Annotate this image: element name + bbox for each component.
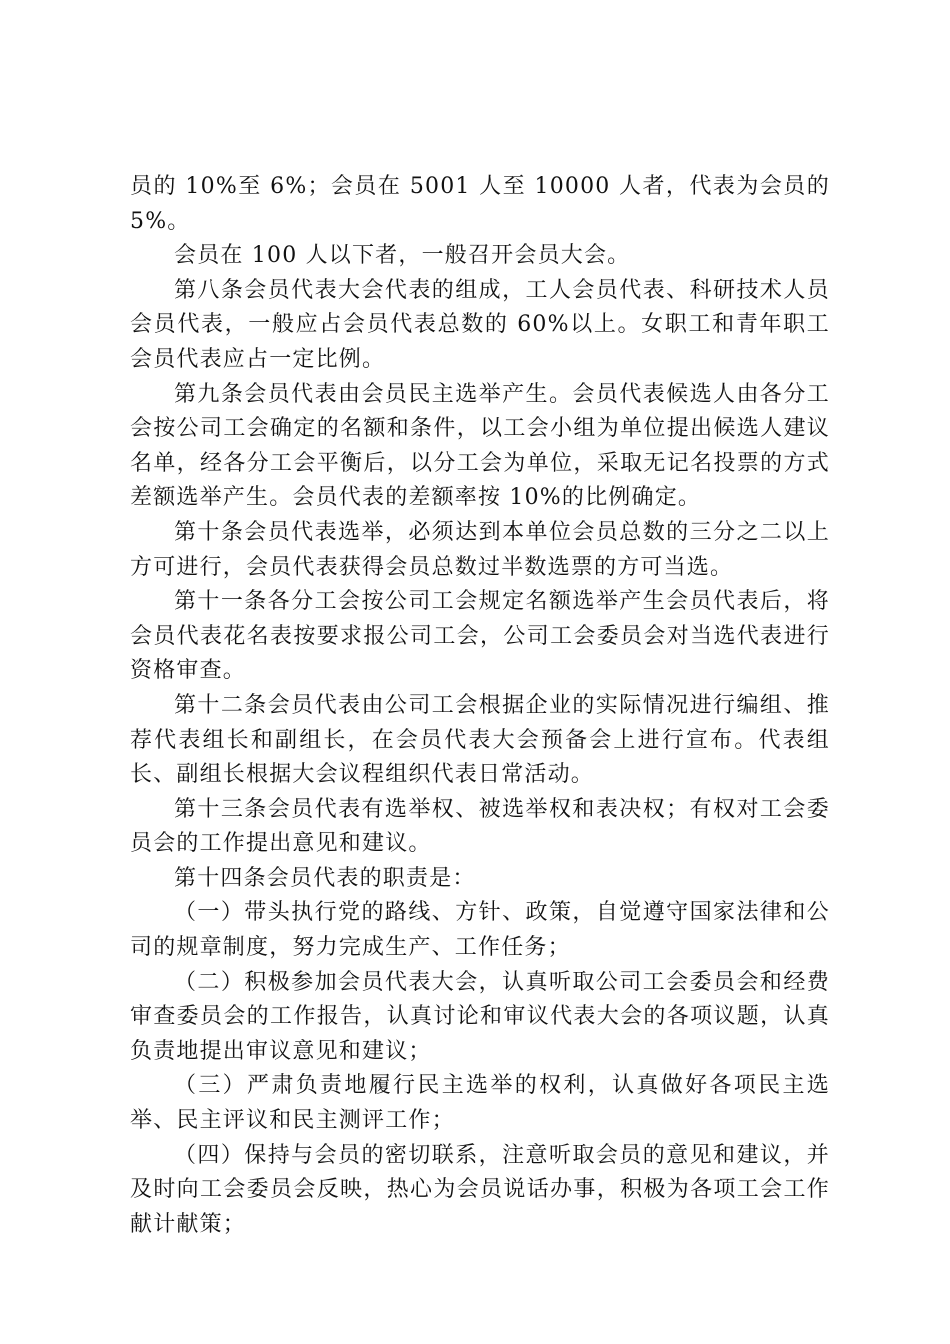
paragraph-article-9: 第九条会员代表由会员民主选举产生。会员代表候选人由各分工会按公司工会确定的名额和条件，以工会小组为单位提出候选人建议名单，经各分工会平衡后，以分工会为单位，采取无记名投票的方式差额选举产生。会员代表的差额率按 10%的比例确定。 [130,381,830,511]
paragraph-article-14: 第十四条会员代表的职责是： [174,865,476,891]
list-item-duty-1: （一）带头执行党的路线、方针、政策，自觉遵守国家法律和公司的规章制度，努力完成生产、工作任务； [130,900,830,961]
paragraph-article-13: 第十三条会员代表有选举权、被选举权和表决权；有权对工会委员会的工作提出意见和建议。 [130,796,830,857]
paragraph-member-assembly: 会员在 100 人以下者，一般召开会员大会。 [174,243,631,269]
document-page [130,170,830,1242]
list-item-duty-4: （四）保持与会员的密切联系，注意听取会员的意见和建议，并及时向工会委员会反映，热心为会员说话办事，积极为各项工会工作献计献策； [130,1142,830,1237]
paragraph-article-10: 第十条会员代表选举，必须达到本单位会员总数的三分之二以上方可进行，会员代表获得会员总数过半数选票的方可当选。 [130,519,830,580]
list-item-duty-3: （三）严肃负责地履行民主选举的权利，认真做好各项民主选举、民主评议和民主测评工作； [130,1073,830,1134]
list-item-duty-2: （二）积极参加会员代表大会，认真听取公司工会委员会和经费审查委员会的工作报告，认真讨论和审议代表大会的各项议题，认真负责地提出审议意见和建议； [130,969,830,1064]
paragraph-article-8: 第八条会员代表大会代表的组成，工人会员代表、科研技术人员会员代表，一般应占会员代表总数的 60%以上。女职工和青年职工会员代表应占一定比例。 [130,277,830,372]
paragraph-article-11: 第十一条各分工会按公司工会规定名额选举产生会员代表后，将会员代表花名表按要求报公司工会，公司工会委员会对当选代表进行资格审查。 [130,589,830,684]
paragraph-article-12: 第十二条会员代表由公司工会根据企业的实际情况进行编组、推荐代表组长和副组长，在会员代表大会预备会上进行宣布。代表组长、副组长根据大会议程组织代表日常活动。 [130,692,830,788]
paragraph-continuation: 员的 10%至 6%；会员在 5001 人至 10000 人者，代表为会员的5%。 [130,174,830,234]
